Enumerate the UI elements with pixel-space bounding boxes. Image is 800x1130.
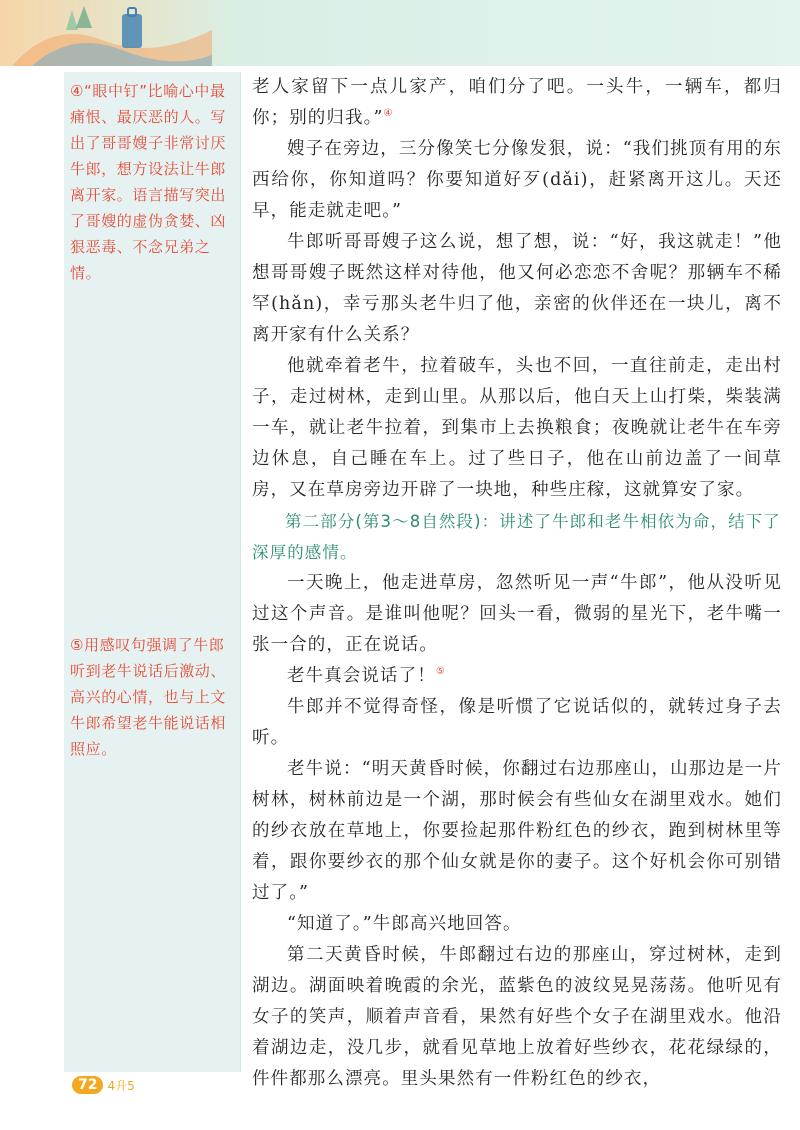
paragraph [252, 72, 782, 134]
paragraph: 牛郎并不觉得奇怪，像是听惯了它说话似的，就转过身子去听。 [252, 697, 782, 748]
paragraph: 牛郎听哥哥嫂子这么说，想了想，说：“好，我这就走！”他想哥哥嫂子既然这样对待他，他又何必恋恋不舍呢？那辆车不稀罕(hǎn)，幸亏那头老牛归了他，亲密的伙伴还在一块儿，离不离开家有什么关系？ [252, 232, 782, 345]
page-footer [72, 1076, 135, 1094]
annotation-note-4: ④“眼中钉”比喻心中最痛恨、最厌恶的人。写出了哥哥嫂子非常讨厌牛郎，想方设法让牛郎离开家。语言描写突出了哥嫂的虚伪贪婪、凶狠恶毒、不念兄弟之情。 [70, 82, 227, 282]
paragraph: 一天晚上，他走进草房，忽然听见一声“牛郎”，他从没听见过这个声音。是谁叫他呢？回头一看，微弱的星光下，老牛嘴一张一合的，正在说话。 [252, 573, 782, 655]
paragraph-text: 老人家留下一点儿家产，咱们分了吧。一头牛，一辆车，都归你；别的归我。” [252, 77, 782, 128]
main-text [252, 72, 782, 1095]
paragraph: 他就牵着老牛，拉着破车，头也不回，一直往前走，走出村子，走过树林，走到山里。从那以后，他白天上山打柴，柴装满一车，就让老牛拉着，到集市上去换粮食；夜晚就让老牛在车旁边休息，自己睡在车上。过了些日子，他在山前边盖了一间草房，又在草房旁边开辟了一块地，种些庄稼，这就算安了家。 [252, 356, 782, 500]
page-number: 72 [72, 1076, 103, 1094]
section-summary: 第二部分(第3～8自然段)：讲述了牛郎和老牛相依为命，结下了深厚的感情。 [252, 512, 781, 562]
paragraph: 老牛说：“明天黄昏时候，你翻过右边那座山，山那边是一片树林，树林前边是一个湖，那时候会有些仙女在湖里戏水。她们的纱衣放在草地上，你要捡起那件粉红色的纱衣，跑到树林里等着，跟你要纱衣的那个仙女就是你的妻子。这个好机会你可别错过了。” [252, 759, 782, 903]
annotation-ref-4: ④ [383, 108, 394, 120]
header-decoration-icon [12, 0, 212, 66]
paragraph [252, 661, 782, 692]
paragraph: 第二天黄昏时候，牛郎翻过右边的那座山，穿过树林，走到湖边。湖面映着晚霞的余光，蓝紫色的波纹晃晃荡荡。他听见有女子的笑声，顺着声音看，果然有好些个女子在湖里戏水。他沿着湖边走，没几步，就看见草地上放着好些纱衣，花花绿绿的，件件都那么漂亮。里头果然有一件粉红色的纱衣， [252, 945, 782, 1089]
header-banner [0, 0, 800, 66]
annotation-ref-5: ⑤ [435, 666, 446, 678]
paragraph-text: 老牛真会说话了！ [287, 666, 436, 686]
grade-label: 4升5 [107, 1078, 135, 1093]
paragraph: “知道了。”牛郎高兴地回答。 [287, 914, 522, 934]
annotation-note-5: ⑤用感叹句强调了牛郎听到老牛说话后激动、高兴的心情，也与上文牛郎希望老牛能说话相照应。 [70, 636, 227, 758]
paragraph: 嫂子在旁边，三分像笑七分像发狠，说：“我们挑顶有用的东西给你，你知道吗？你要知道好歹(dǎi)，赶紧离开这儿。天还早，能走就走吧。” [252, 139, 782, 221]
